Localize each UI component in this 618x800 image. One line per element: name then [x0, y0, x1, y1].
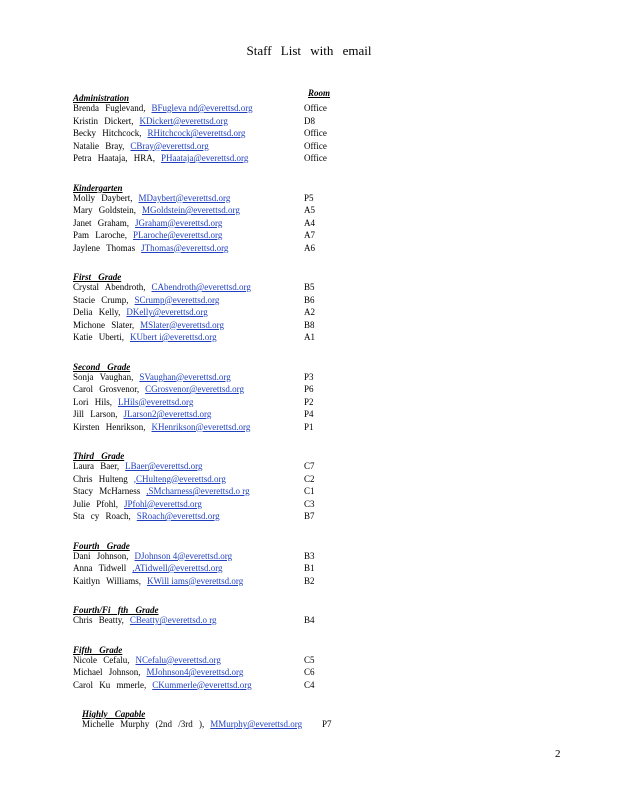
staff-row: [73, 679, 553, 692]
email-link[interactable]: KHenrikson@everettsd.org: [151, 421, 251, 432]
section-header: [73, 640, 553, 654]
staff-row: [73, 140, 553, 153]
email-link[interactable]: JLarson2@everettsd.org: [123, 409, 212, 419]
staff-name: Chris Hulteng: [73, 473, 128, 484]
section: [73, 600, 553, 627]
staff-row: [73, 115, 553, 128]
staff-name: Janet Graham,: [73, 217, 129, 228]
email-link[interactable]: MJohnson4@everettsd.org: [146, 667, 244, 677]
staff-name: Sonja Vaughan,: [73, 371, 134, 382]
section-title: Third Grade: [73, 451, 125, 461]
room-number: C6: [304, 667, 315, 677]
staff-row: [73, 331, 553, 344]
staff-row: [73, 242, 553, 255]
staff-row: [73, 654, 553, 667]
section-title: Administration: [73, 93, 130, 103]
staff-name: Dani Johnson,: [73, 550, 129, 561]
staff-row: [73, 127, 553, 140]
section-header: [73, 88, 553, 102]
staff-name: Carol Grosvenor,: [73, 384, 140, 394]
staff-name: Laura Baer,: [73, 461, 120, 471]
staff-name: Kristin Dickert,: [73, 115, 134, 126]
staff-row: [73, 192, 553, 205]
section: [73, 640, 553, 692]
email-link[interactable]: SRoach@everettsd.org: [136, 511, 220, 521]
email-link[interactable]: BFugleva nd@everettsd.org: [151, 103, 253, 113]
email-link[interactable]: RHitchcock@everettsd.org: [147, 128, 246, 138]
staff-name: Stacie Crump,: [73, 294, 129, 305]
staff-row: [73, 575, 553, 588]
email-link[interactable]: KWill iams@everettsd.org: [146, 575, 244, 586]
room-number: A7: [304, 230, 315, 240]
room-number: P3: [304, 371, 314, 382]
room-number: P2: [304, 396, 314, 407]
staff-name: Petra Haataja, HRA,: [73, 153, 155, 163]
email-link[interactable]: ,SMcharness@everettsd.o rg: [146, 486, 250, 496]
section-header: [73, 178, 553, 192]
room-number: B6: [304, 294, 315, 305]
room-number: C3: [304, 498, 315, 509]
staff-name: Michael Johnson,: [73, 667, 141, 677]
page-number: 2: [555, 748, 561, 760]
section-header: [73, 267, 553, 281]
staff-row: [73, 396, 553, 409]
room-column-header: Room: [308, 88, 331, 98]
email-link[interactable]: MGoldstein@everettsd.org: [142, 205, 240, 215]
room-number: D8: [304, 115, 315, 126]
section: [73, 446, 553, 523]
section-title: First Grade: [73, 272, 122, 282]
room-number: B7: [304, 511, 315, 521]
staff-row: [73, 550, 553, 563]
email-link[interactable]: NCefalu@everettsd.org: [135, 654, 221, 665]
room-number: P7: [322, 719, 332, 729]
email-link[interactable]: ,CHulteng@everettsd.org: [133, 473, 226, 484]
email-link[interactable]: LHils@everettsd.org: [118, 396, 194, 407]
email-link[interactable]: CBray@everettsd.org: [130, 140, 209, 151]
staff-name: Lori Hils,: [73, 396, 112, 407]
staff-row: [73, 306, 553, 319]
staff-name: Kaitlyn Williams,: [73, 575, 141, 586]
email-link[interactable]: ,ATidwell@everettsd.org: [132, 563, 223, 573]
staff-row: [73, 102, 553, 115]
staff-row: [73, 217, 553, 230]
section-header: [73, 600, 553, 614]
staff-name: Chris Beatty,: [73, 615, 124, 625]
staff-name: Anna Tidwell: [73, 563, 127, 573]
email-link[interactable]: SVaughan@everettsd.org: [139, 371, 231, 382]
section-title: Second Grade: [73, 361, 131, 372]
room-number: A5: [304, 205, 315, 215]
staff-name: Nicole Cefalu,: [73, 654, 130, 665]
staff-name: Jill Larson,: [73, 409, 118, 419]
room-number: C2: [304, 473, 315, 484]
staff-name: Julie Pfohl,: [73, 498, 119, 509]
staff-row: [73, 281, 553, 294]
staff-name: Stacy McHarness: [73, 486, 141, 496]
email-link[interactable]: CGrosvenor@everettsd.org: [145, 384, 244, 394]
section: [73, 357, 553, 434]
section-title: Fourth/Fi fth Grade: [73, 605, 159, 615]
email-link[interactable]: JPfohl@everettsd.org: [124, 498, 202, 509]
section-header: [73, 446, 553, 460]
staff-row: [73, 152, 553, 165]
room-number: P4: [304, 409, 314, 419]
email-link[interactable]: CBeatty@everettsd.o rg: [129, 615, 217, 625]
staff-name: Michelle Murphy (2nd /3rd ),: [82, 719, 205, 729]
email-link[interactable]: KDickert@everettsd.org: [139, 115, 228, 126]
staff-name: Delia Kelly,: [73, 307, 121, 317]
staff-row: [82, 718, 553, 731]
staff-name: Natalie Bray,: [73, 140, 125, 151]
staff-row: [73, 371, 553, 384]
staff-name: Katie Uberti,: [73, 332, 124, 342]
email-link[interactable]: CAbendroth@everettsd.org: [151, 282, 251, 292]
staff-row: [73, 562, 553, 575]
staff-name: Carol Ku mmerle,: [73, 679, 147, 690]
email-link[interactable]: PLaroche@everettsd.org: [132, 230, 223, 240]
staff-name: Becky Hitchcock,: [73, 128, 142, 138]
section-header: [82, 704, 553, 718]
section-title: Fourth Grade: [73, 540, 130, 551]
staff-name: Pam Laroche,: [73, 230, 127, 240]
email-link[interactable]: DJohnson 4@everettsd.org: [134, 550, 233, 561]
room-number: Office: [304, 140, 327, 151]
staff-name: Kirsten Henrikson,: [73, 421, 146, 432]
room-number: C7: [304, 461, 315, 471]
section: [73, 88, 553, 165]
email-link[interactable]: LBaer@everettsd.org: [125, 461, 203, 471]
section: [73, 178, 553, 255]
staff-row: [73, 473, 553, 486]
section: [73, 704, 553, 731]
email-link[interactable]: CKummerle@everettsd.org: [152, 679, 252, 690]
staff-name: Jaylene Thomas: [73, 242, 136, 253]
staff-list: [73, 88, 553, 744]
staff-row: [73, 614, 553, 627]
staff-row: [73, 408, 553, 421]
room-number: B4: [304, 615, 315, 625]
room-number: B8: [304, 319, 315, 330]
email-link[interactable]: JGraham@everettsd.org: [134, 217, 223, 228]
staff-name: Sta cy Roach,: [73, 511, 131, 521]
staff-name: Molly Daybert,: [73, 192, 133, 203]
email-link[interactable]: DKelly@everettsd.org: [126, 307, 208, 317]
section-title: Highly Capable: [82, 709, 146, 719]
room-number: A1: [304, 332, 315, 342]
room-number: A6: [304, 242, 315, 253]
staff-row: [73, 229, 553, 242]
staff-row: [73, 383, 553, 396]
email-link[interactable]: MSlater@everettsd.org: [140, 319, 224, 330]
room-number: B3: [304, 550, 315, 561]
email-link[interactable]: MMurphy@everettsd.org: [210, 719, 303, 729]
room-number: Office: [304, 128, 327, 138]
email-link[interactable]: KUbert i@everettsd.org: [129, 332, 217, 342]
staff-row: [73, 204, 553, 217]
staff-row: [73, 485, 553, 498]
email-link[interactable]: SCrump@everettsd.org: [134, 294, 220, 305]
staff-row: [73, 498, 553, 511]
section: [73, 536, 553, 588]
section-header: [73, 357, 553, 371]
room-number: P1: [304, 421, 314, 432]
staff-row: [73, 319, 553, 332]
room-number: C5: [304, 654, 315, 665]
section-title: Kindergarten: [73, 182, 123, 193]
room-number: B1: [304, 563, 315, 573]
email-link[interactable]: JThomas@everettsd.org: [141, 242, 229, 253]
staff-row: [73, 294, 553, 307]
staff-row: [73, 510, 553, 523]
section-header: [73, 536, 553, 550]
room-number: C1: [304, 486, 315, 496]
room-number: B2: [304, 575, 315, 586]
room-number: Office: [304, 103, 327, 113]
staff-row: [73, 460, 553, 473]
staff-name: Crystal Abendroth,: [73, 282, 146, 292]
room-number: Office: [304, 153, 327, 163]
section: [73, 267, 553, 344]
room-number: P5: [304, 192, 314, 203]
room-number: A4: [304, 217, 315, 228]
section-title: Fifth Grade: [73, 644, 123, 655]
email-link[interactable]: PHaataja@everettsd.org: [160, 153, 249, 163]
room-number: A2: [304, 307, 315, 317]
room-number: B5: [304, 282, 315, 292]
staff-name: Brenda Fuglevand,: [73, 103, 146, 113]
staff-row: [73, 421, 553, 434]
staff-name: Mary Goldstein,: [73, 205, 136, 215]
room-number: P6: [304, 384, 314, 394]
room-number: C4: [304, 679, 315, 690]
staff-row: [73, 666, 553, 679]
page-title: Staff List with email: [246, 43, 372, 58]
email-link[interactable]: MDaybert@everettsd.org: [138, 192, 231, 203]
staff-name: Michone Slater,: [73, 319, 135, 330]
